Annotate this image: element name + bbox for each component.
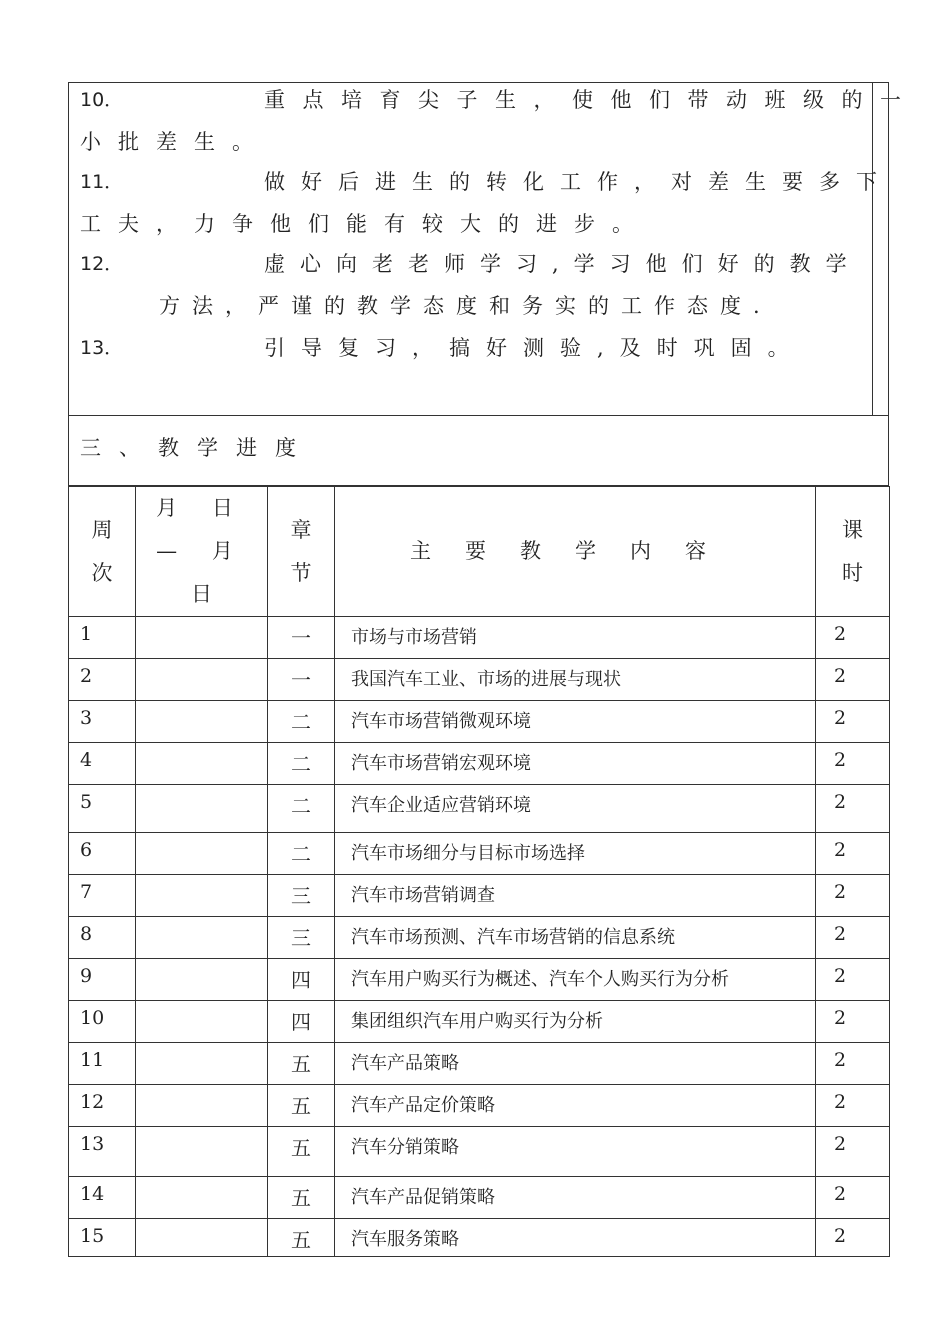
table-row: [69, 617, 890, 659]
hours-cell: 2: [816, 959, 890, 1001]
dates-cell: [136, 917, 268, 959]
content-cell: 汽车市场预测、汽车市场营销的信息系统: [335, 917, 816, 959]
table-row: [69, 1001, 890, 1043]
table-row: [69, 1127, 890, 1177]
hours-cell: 2: [816, 785, 890, 833]
hours-cell: 2: [816, 701, 890, 743]
table-row: [69, 1043, 890, 1085]
hours-cell: 2: [816, 743, 890, 785]
content-cell: 汽车产品促销策略: [335, 1177, 816, 1219]
note-number: 12．: [80, 253, 124, 275]
header-dates-line: 日: [191, 582, 212, 606]
table-row: [69, 875, 890, 917]
note-text: 工夫，力争他们能有较大的进步。: [80, 212, 650, 236]
table-row: [69, 1177, 890, 1219]
header-chapter: [268, 487, 335, 617]
table-row: [69, 833, 890, 875]
week-cell: 3: [69, 701, 136, 743]
dates-cell: [136, 833, 268, 875]
hours-cell: 2: [816, 1127, 890, 1177]
week-cell: 10: [69, 1001, 136, 1043]
header-week-line: 周: [91, 517, 113, 542]
dates-cell: [136, 1219, 268, 1257]
chapter-cell: 二: [268, 743, 335, 785]
hours-cell: 2: [816, 1043, 890, 1085]
hours-cell: 2: [816, 1001, 890, 1043]
header-hours-line: 课: [842, 517, 863, 542]
table-row: [69, 917, 890, 959]
table-body: [69, 617, 890, 1257]
dates-cell: [136, 701, 268, 743]
table-row: [69, 659, 890, 701]
chapter-cell: 二: [268, 785, 335, 833]
week-cell: 5: [69, 785, 136, 833]
week-cell: 9: [69, 959, 136, 1001]
note-text: 引导复习，搞好测验,及时巩固。: [264, 336, 805, 360]
content-cell: 汽车市场营销宏观环境: [335, 743, 816, 785]
table-row: [69, 1085, 890, 1127]
table-row: [69, 1219, 890, 1257]
teaching-schedule-table: [68, 486, 890, 1257]
week-cell: 12: [69, 1085, 136, 1127]
content-cell: 汽车市场细分与目标市场选择: [335, 833, 816, 875]
chapter-cell: 四: [268, 959, 335, 1001]
chapter-cell: 二: [268, 701, 335, 743]
week-cell: 1: [69, 617, 136, 659]
header-week: [69, 487, 136, 617]
dates-cell: [136, 959, 268, 1001]
week-cell: 13: [69, 1127, 136, 1177]
header-hours-line: 时: [842, 560, 863, 585]
week-cell: 6: [69, 833, 136, 875]
table-row: [69, 785, 890, 833]
content-cell: 市场与市场营销: [335, 617, 816, 659]
table-row: [69, 743, 890, 785]
week-cell: 8: [69, 917, 136, 959]
chapter-cell: 四: [268, 1001, 335, 1043]
week-cell: 2: [69, 659, 136, 701]
header-hours: [816, 487, 890, 617]
note-text: 虚心向老老师学习,学习他们好的教学: [264, 252, 862, 276]
header-dates-line: 月 日: [156, 496, 247, 520]
week-cell: 14: [69, 1177, 136, 1219]
week-cell: 7: [69, 875, 136, 917]
hours-cell: 2: [816, 659, 890, 701]
table-header-row: [69, 487, 890, 617]
hours-cell: 2: [816, 833, 890, 875]
content-cell: 汽车产品策略: [335, 1043, 816, 1085]
chapter-cell: 一: [268, 617, 335, 659]
note-text: 方法，严谨的教学态度和务实的工作态度.: [159, 294, 772, 318]
note-10: [69, 85, 919, 115]
dates-cell: [136, 1177, 268, 1219]
content-cell: 集团组织汽车用户购买行为分析: [335, 1001, 816, 1043]
dates-cell: [136, 1001, 268, 1043]
chapter-cell: 一: [268, 659, 335, 701]
note-number: 10．: [80, 89, 124, 111]
dates-cell: [136, 875, 268, 917]
dates-cell: [136, 1127, 268, 1177]
note-text: 重点培育尖子生，使他们带动班级的一: [264, 88, 919, 112]
hours-cell: 2: [816, 875, 890, 917]
hours-cell: 2: [816, 617, 890, 659]
header-week-line: 次: [91, 560, 113, 585]
note-number: 11．: [80, 171, 124, 193]
dates-cell: [136, 1043, 268, 1085]
week-cell: 15: [69, 1219, 136, 1257]
chapter-cell: 五: [268, 1177, 335, 1219]
week-cell: 11: [69, 1043, 136, 1085]
dates-cell: [136, 659, 268, 701]
chapter-cell: 五: [268, 1127, 335, 1177]
dates-cell: [136, 1085, 268, 1127]
hours-cell: 2: [816, 1177, 890, 1219]
table-row: [69, 701, 890, 743]
content-cell: 汽车用户购买行为概述、汽车个人购买行为分析: [335, 959, 816, 1001]
note-number: 13．: [80, 337, 124, 359]
content-cell: 汽车分销策略: [335, 1127, 816, 1177]
table-row: [69, 959, 890, 1001]
content-cell: 汽车市场营销调查: [335, 875, 816, 917]
content-cell: 汽车服务策略: [335, 1219, 816, 1257]
hours-cell: 2: [816, 1085, 890, 1127]
chapter-cell: 二: [268, 833, 335, 875]
chapter-cell: 五: [268, 1043, 335, 1085]
chapter-cell: 五: [268, 1219, 335, 1257]
content-cell: 汽车产品定价策略: [335, 1085, 816, 1127]
content-cell: 汽车市场营销微观环境: [335, 701, 816, 743]
content-cell: 我国汽车工业、市场的进展与现状: [335, 659, 816, 701]
header-chapter-line: 节: [290, 560, 312, 585]
section-heading-box: [68, 415, 889, 486]
chapter-cell: 三: [268, 875, 335, 917]
header-chapter-line: 章: [290, 517, 312, 542]
hours-cell: 2: [816, 917, 890, 959]
dates-cell: [136, 743, 268, 785]
hours-cell: 2: [816, 1219, 890, 1257]
chapter-cell: 三: [268, 917, 335, 959]
notes-box: [68, 82, 919, 415]
chapter-cell: 五: [268, 1085, 335, 1127]
header-content: 主要教学内容: [335, 487, 816, 617]
notes-box-edge: [873, 82, 889, 415]
header-dates-line: — 月: [156, 539, 247, 563]
section-title: 三、教学进度: [80, 436, 314, 460]
content-cell: 汽车企业适应营销环境: [335, 785, 816, 833]
dates-cell: [136, 785, 268, 833]
note-text: 小批差生。: [80, 130, 270, 154]
week-cell: 4: [69, 743, 136, 785]
note-text: 做好后进生的转化工作，对差生要多下: [264, 170, 893, 194]
dates-cell: [136, 617, 268, 659]
header-dates: [136, 487, 268, 617]
